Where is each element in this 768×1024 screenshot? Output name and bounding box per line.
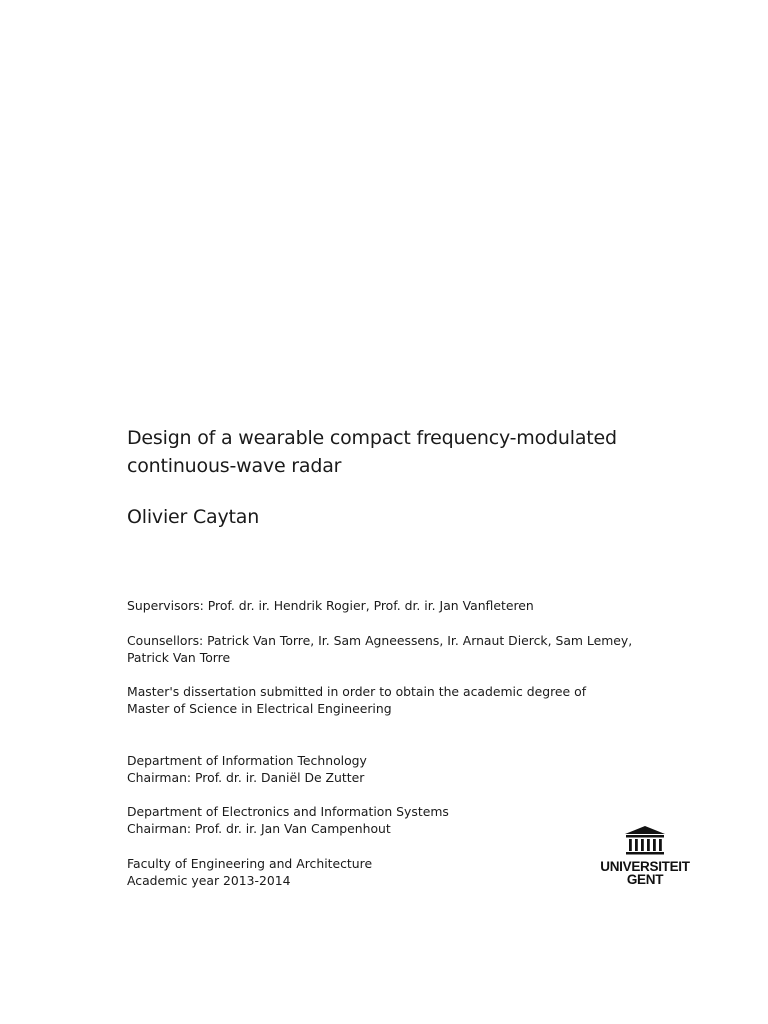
faculty-info (127, 855, 372, 889)
faculty-name: Faculty of Engineering and Architecture (127, 856, 373, 871)
dissertation-statement (127, 683, 586, 717)
temple-icon (623, 826, 667, 856)
counsellors-line2: Patrick Van Torre (127, 650, 231, 665)
department1-name: Department of Information Technology (127, 753, 367, 768)
department1-chairman: Chairman: Prof. dr. ir. Daniël De Zutter (127, 770, 365, 785)
department-electronics (127, 803, 449, 837)
university-logo (598, 826, 692, 890)
logo-word-universiteit: UNIVERSITEIT (600, 859, 690, 874)
supervisors-text: Supervisors: Prof. dr. ir. Hendrik Rogier, Prof. dr. ir. Jan Vanfleteren (127, 598, 534, 613)
department-information-technology (127, 752, 367, 786)
counsellors (127, 632, 632, 666)
dissertation-line1: Master's dissertation submitted in order to obtain the academic degree of (127, 684, 587, 699)
thesis-title (127, 424, 727, 480)
thesis-title-line2: continuous-wave radar (127, 455, 342, 477)
department2-chairman: Chairman: Prof. dr. ir. Jan Van Campenhout (127, 821, 391, 836)
dissertation-line2: Master of Science in Electrical Engineering (127, 701, 392, 716)
logo-word-gent: GENT (626, 872, 664, 887)
department2-name: Department of Electronics and Information Systems (127, 804, 449, 819)
counsellors-line1: Counsellors: Patrick Van Torre, Ir. Sam Agneessens, Ir. Arnaut Dierck, Sam Lemey, (127, 633, 633, 648)
author-name: Olivier Caytan (127, 506, 260, 528)
thesis-title-line1: Design of a wearable compact frequency-modulated (127, 427, 617, 449)
supervisors (127, 597, 534, 614)
academic-year: Academic year 2013-2014 (127, 873, 291, 888)
